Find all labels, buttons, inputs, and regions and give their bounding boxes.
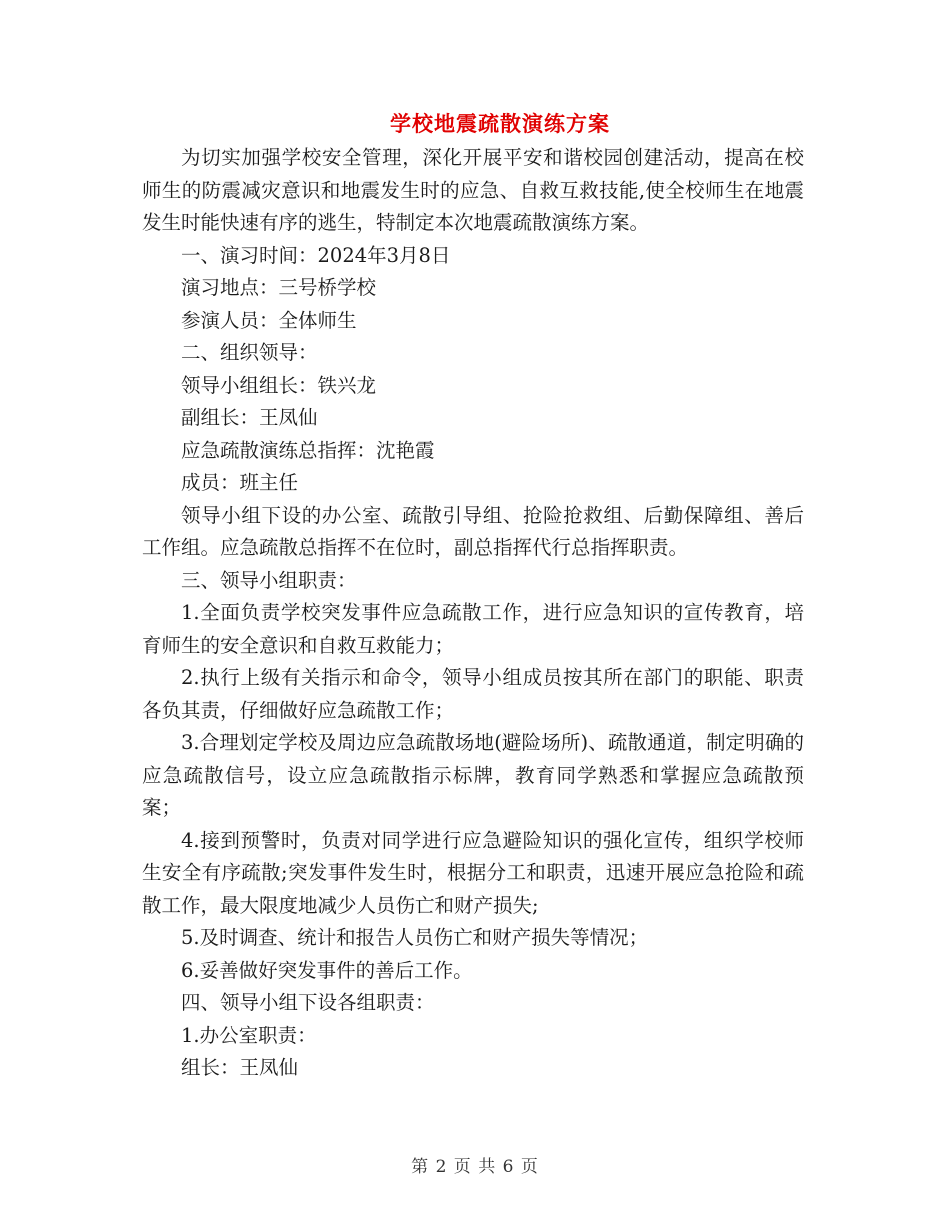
document-title: 学校地震疏散演练方案 — [390, 111, 610, 136]
list-item-duty-2: 2.执行上级有关指示和命令，领导小组成员按其所在部门的职能、职责各负其责，仔细做好应急疏散工作； — [142, 666, 804, 722]
paragraph-group-leader: 领导小组组长：铁兴龙 — [181, 373, 377, 397]
paragraph-deputy-leader: 副组长：王凤仙 — [181, 406, 318, 429]
paragraph-participants: 参演人员：全体师生 — [181, 308, 357, 332]
paragraph-chief-commander: 应急疏散演练总指挥：沈艳霞 — [181, 438, 435, 462]
list-item-duty-5: 5.及时调查、统计和报告人员伤亡和财产损失等情况； — [181, 926, 649, 949]
paragraph-drill-location: 演习地点：三号桥学校 — [181, 276, 377, 299]
paragraph-subgroups: 领导小组下设的办公室、疏散引导组、抢险抢救组、后勤保障组、善后工作组。应急疏散总指挥不在位时，副总指挥代行总指挥职责。 — [142, 503, 804, 559]
document-body — [142, 142, 804, 1085]
section-heading-subgroup-duties: 四、领导小组下设各组职责： — [181, 991, 435, 1014]
section-heading-organization: 二、组织领导： — [181, 341, 318, 364]
list-item-duty-3: 3.合理划定学校及周边应急疏散场地(避险场所)、疏散通道，制定明确的应急疏散信号，设立应急疏散指示标牌，教育同学熟悉和掌握应急疏散预案； — [142, 731, 804, 819]
paragraph-office-duties: 1.办公室职责： — [181, 1023, 317, 1047]
section-heading-duties: 三、领导小组职责： — [181, 568, 357, 592]
list-item-duty-6: 6.妥善做好突发事件的善后工作。 — [181, 958, 473, 982]
list-item-duty-4: 4.接到预警时，负责对同学进行应急避险知识的强化宣传，组织学校师生安全有序疏散;突发事件发生时，根据分工和职责，迅速开展应急抢险和疏散工作，最大限度地减少人员伤亡和财产损失; — [142, 828, 804, 917]
page-number-footer: 第 2 页 共 6 页 — [411, 1157, 539, 1177]
paragraph-office-leader: 组长：王凤仙 — [181, 1056, 299, 1079]
paragraph-drill-time: 一、演习时间：2024年3月8日 — [181, 243, 451, 267]
paragraph-intro: 为切实加强学校安全管理，深化开展平安和谐校园创建活动，提高在校师生的防震减灾意识和地震发生时的应急、自救互救技能,使全校师生在地震发生时能快速有序的逃生，特制定本次地震疏散演练方案。 — [142, 146, 804, 234]
paragraph-members: 成员：班主任 — [181, 471, 299, 494]
list-item-duty-1: 1.全面负责学校突发事件应急疏散工作，进行应急知识的宣传教育，培育师生的安全意识和自救互救能力； — [142, 601, 804, 657]
